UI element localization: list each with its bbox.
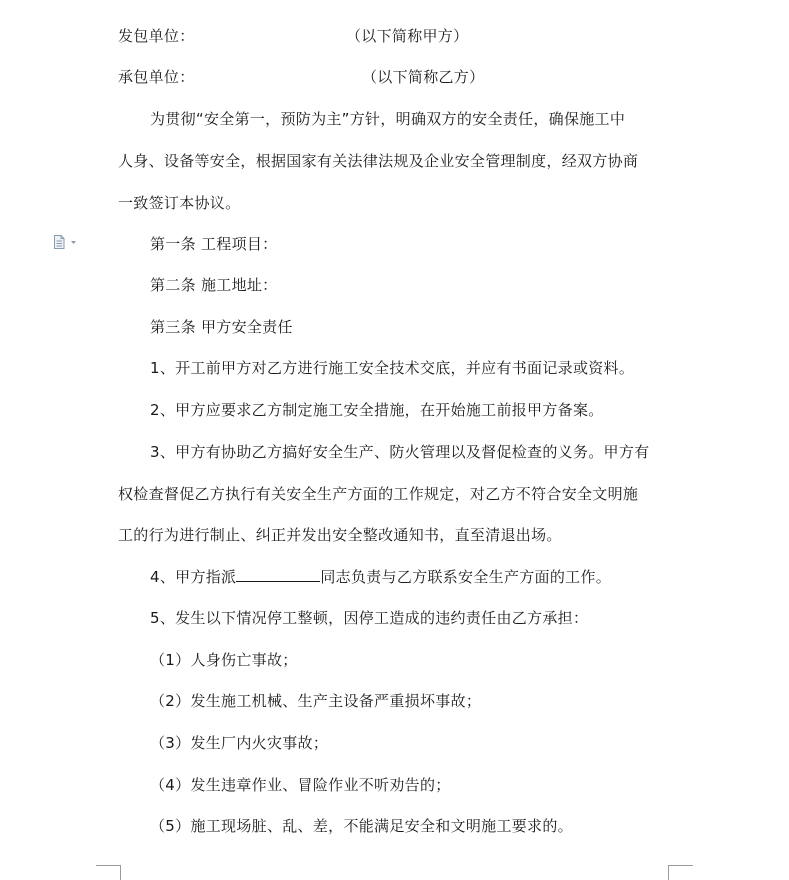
intro-line-3: 一致签订本协议。 (118, 194, 241, 212)
clause-4-suffix: 同志负责与乙方联系安全生产方面的工作。 (320, 568, 612, 586)
sub-item-1: （1）人身伤亡事故； (150, 651, 298, 669)
article-3: 第三条 甲方安全责任 (150, 318, 293, 336)
article-2: 第二条 施工地址： (150, 276, 278, 294)
header-line-contractor-issuer (118, 26, 195, 46)
clause-4-prefix: 4、甲方指派 (150, 568, 237, 586)
contractor-label: 承包单位： (118, 68, 195, 86)
page-corner-mark-left (96, 865, 121, 880)
intro-line-2: 人身、设备等安全，根据国家有关法律法规及企业安全管理制度，经双方协商 (118, 152, 639, 170)
header-note-party-b (362, 67, 484, 87)
article-1: 第一条 工程项目： (150, 235, 278, 253)
sub-item-4: （4）发生违章作业、冒险作业不听劝告的； (150, 776, 451, 794)
assignee-blank[interactable] (236, 566, 320, 582)
sub-item-3: （3）发生厂内火灾事故； (150, 734, 329, 752)
sub-item-5: （5）施工现场脏、乱、差，不能满足安全和文明施工要求的。 (150, 817, 573, 835)
page-corner-mark-right (668, 865, 693, 880)
intro-line-1: 为贯彻“安全第一，预防为主”方针，明确双方的安全责任，确保施工中 (150, 110, 626, 128)
sub-item-2: （2）发生施工机械、生产主设备严重损坏事故； (150, 692, 482, 710)
caret-down-icon (71, 241, 76, 244)
header-line-contractor (118, 67, 195, 87)
paragraph-marker[interactable] (53, 234, 79, 250)
party-b-note: （以下简称乙方） (362, 68, 485, 86)
clause-1: 1、开工前甲方对乙方进行施工安全技术交底，并应有书面记录或资料。 (150, 359, 635, 377)
clause-3-line-2: 权检查督促乙方执行有关安全生产方面的工作规定，对乙方不符合安全文明施 (118, 485, 639, 503)
document-paragraph-icon (53, 234, 79, 250)
party-a-note: （以下简称甲方） (346, 27, 469, 45)
header-note-party-a (346, 26, 468, 46)
issuer-label: 发包单位： (118, 27, 195, 45)
clause-4 (150, 566, 611, 587)
clause-3-line-3: 工的行为进行制止、纠正并发出安全整改通知书，直至清退出场。 (118, 526, 562, 544)
clause-5: 5、发生以下情况停工整顿，因停工造成的违约责任由乙方承担： (150, 609, 589, 627)
clause-2: 2、甲方应要求乙方制定施工安全措施，在开始施工前报甲方备案。 (150, 401, 604, 419)
clause-3-line-1: 3、甲方有协助乙方搞好安全生产、防火管理以及督促检查的义务。甲方有 (150, 443, 650, 461)
